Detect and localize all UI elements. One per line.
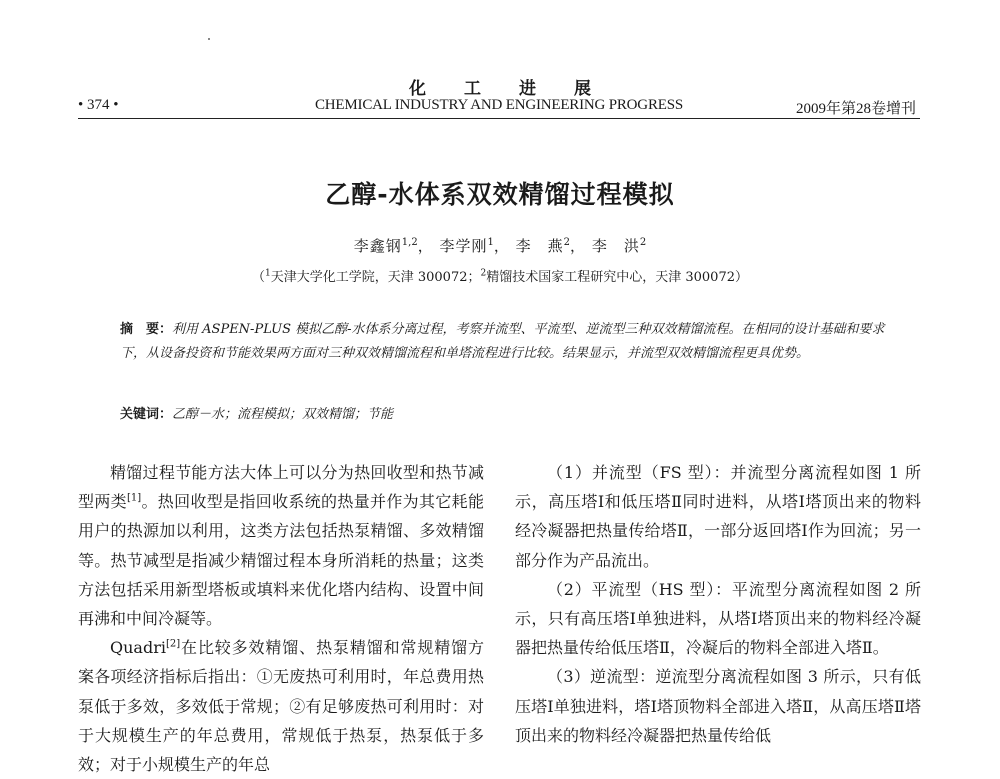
keywords-text: 乙醇－水；流程模拟；双效精馏；节能 [172, 407, 394, 422]
author-affil-mark: 1,2 [401, 237, 418, 248]
page-number: • 374 • [78, 97, 119, 113]
author-affil-mark: 2 [639, 237, 647, 248]
volume-info: 2009年第28卷增刊 [795, 101, 916, 117]
journal-name-cn: 化工进展 [409, 79, 629, 99]
author-name: 李 燕 [515, 237, 564, 255]
body-column-left [78, 458, 484, 779]
running-header [78, 97, 920, 117]
author-list: 李鑫钢$^{1,2}$， 李学刚$^1$， 李 燕$^2$， 李 洪$^2$ [353, 237, 647, 255]
scan-speck [208, 38, 210, 40]
paragraph: （3）逆流型：逆流型分离流程如图 3 所示，只有低压塔Ⅰ单独进料，塔Ⅰ塔顶物料全部进入塔Ⅱ，从高压塔Ⅱ塔顶出来的物料经冷凝器把热量传给低 [515, 667, 921, 745]
abstract-label: 摘 要： [120, 322, 173, 337]
affiliations: （$^1$天津大学化工学院，天津 300072；$^2$精馏技术国家工程研究中心，天津 300072） [251, 268, 748, 285]
header-rule [78, 118, 920, 119]
affiliation-1: 天津大学化工学院，天津 300072； [270, 270, 481, 285]
paper-title: 乙醇-水体系双效精馏过程模拟 [325, 180, 675, 209]
citation-ref: [1] [126, 492, 142, 504]
citation-ref: [2] [165, 638, 181, 650]
paragraph: （1）并流型（FS 型）：并流型分离流程如图 1 所示，高压塔Ⅰ和低压塔Ⅱ同时进料，从塔Ⅰ塔顶出来的物料经冷凝器把热量传给塔Ⅱ，一部分返回塔Ⅰ作为回流；另一部分作为产品流出。 [515, 463, 921, 570]
author-affil-mark: 1 [487, 237, 494, 248]
author-name: 李鑫钢 [353, 237, 402, 255]
author-affil-mark: 2 [563, 237, 571, 248]
keywords [120, 403, 892, 426]
paragraph: 精馏过程节能方法大体上可以分为热回收型和热节减型两类[1]。热回收型是指回收系统的热量并作为其它耗能用户的热源加以利用，这类方法包括热泵精馏、多效精馏等。热节减型是指减少精馏过程本身所消耗的热量；这类方法包括采用新型塔板或填料来优化塔内结构、设置中间再沸和中间冷凝等。 [78, 463, 484, 629]
affiliation-2: 精馏技术国家工程研究中心，天津 300072） [486, 270, 748, 285]
abstract-text: 利用 ASPEN-PLUS 模拟乙醇-水体系分离过程，考察并流型、平流型、逆流型三种双效精馏流程。在相同的设计基础和要求下，从设备投资和节能效果两方面对三种双效精馏流程和单塔流程进行比较。结果显示，并流型双效精馏流程更具优势。 [120, 322, 885, 361]
author-name: 李学刚 [439, 237, 488, 255]
paragraph: （2）平流型（HS 型）：平流型分离流程如图 2 所示，只有高压塔Ⅰ单独进料，从塔Ⅰ塔顶出来的物料经冷凝器把热量传给低压塔Ⅱ，冷凝后的物料全部进入塔Ⅱ。 [515, 579, 921, 658]
journal-name-en: CHEMICAL INDUSTRY AND ENGINEERING PROGRESS [314, 97, 683, 113]
body-column-right [515, 458, 921, 750]
keywords-label: 关键词： [120, 407, 173, 422]
abstract [120, 318, 892, 365]
paragraph: Quadri[2]在比较多效精馏、热泵精馏和常规精馏方案各项经济指标后指出：①无废热可利用时，年总费用热泵低于多效，多效低于常规；②有足够废热可利用时：对于大规模生产的年总费用，常规低于热泵，热泵低于多效；对于小规模生产的年总 [78, 638, 484, 775]
author-name: 李 洪 [591, 237, 640, 255]
